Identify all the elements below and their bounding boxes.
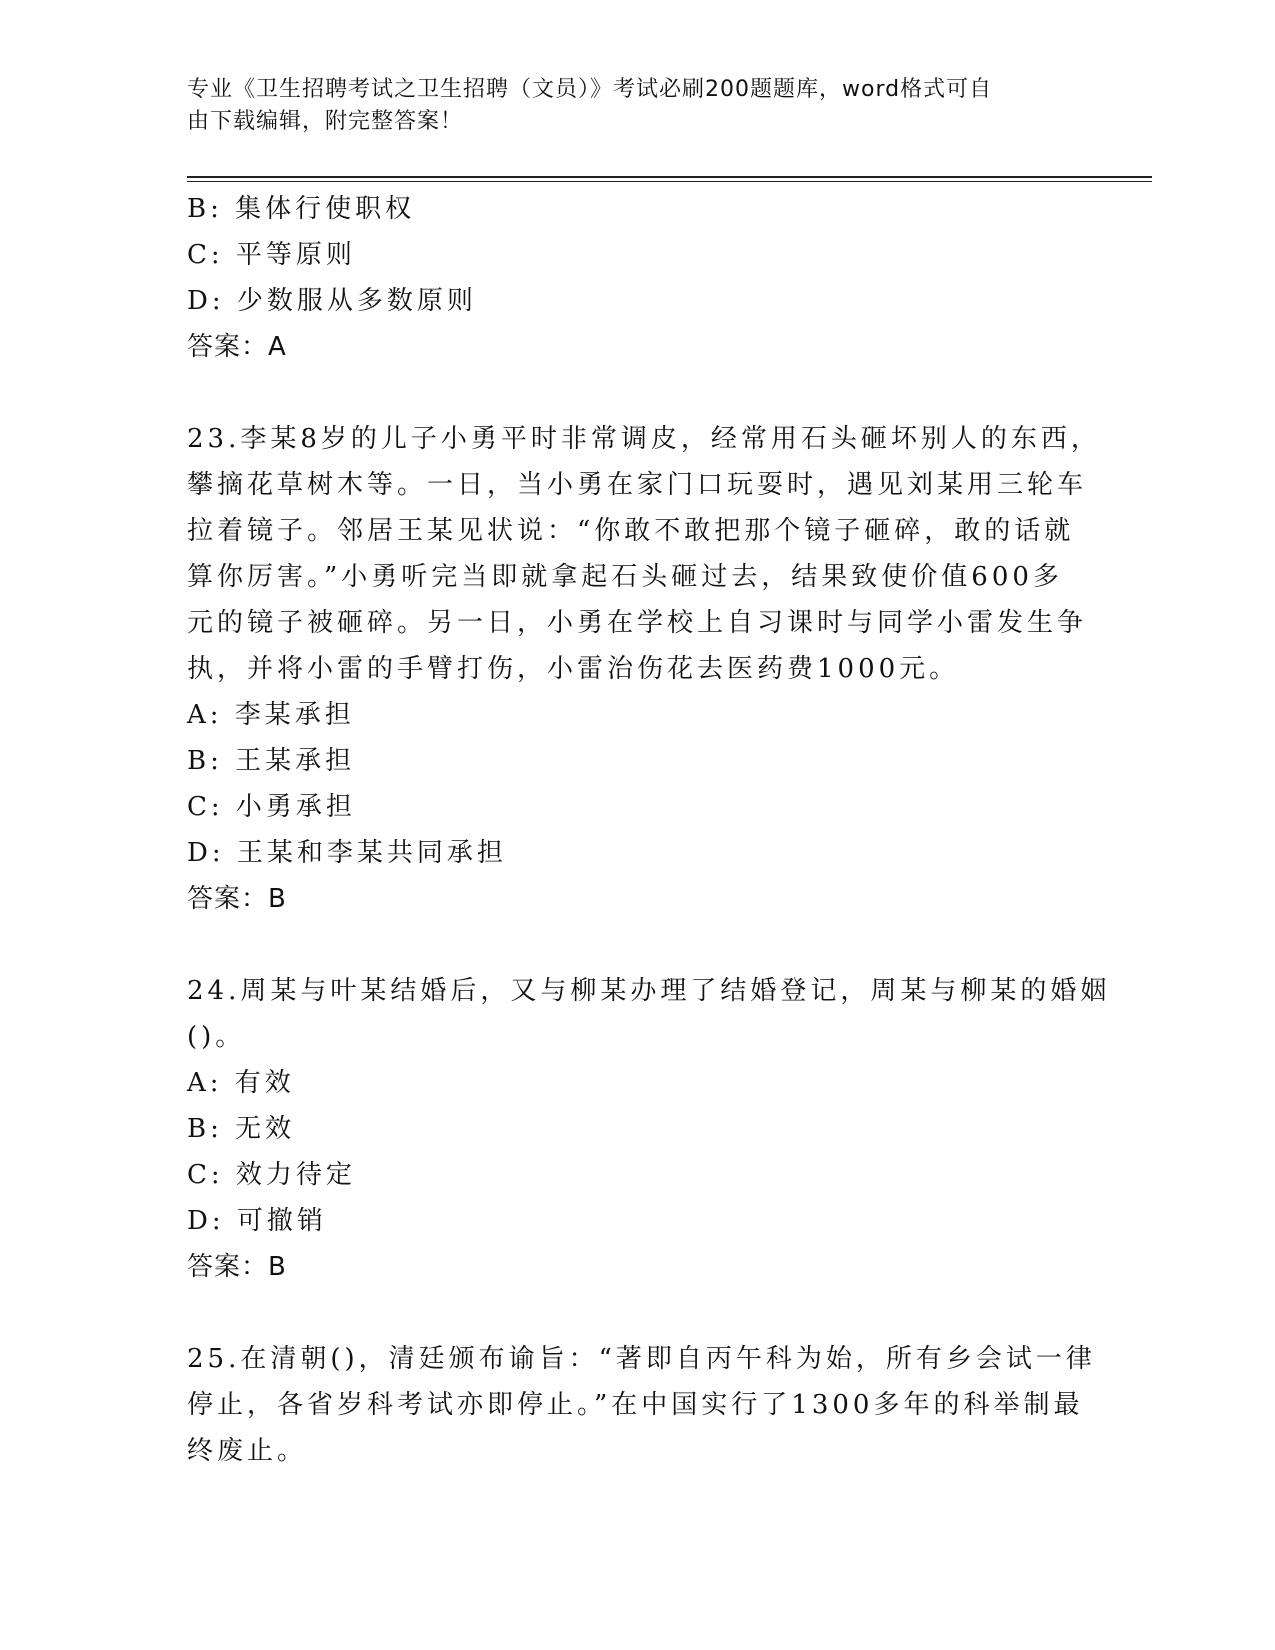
answer-line: 答案：B xyxy=(187,884,287,914)
question-stem-line: 攀摘花草树木等。一日，当小勇在家门口玩耍时，遇见刘某用三轮车 xyxy=(187,470,1088,500)
question-22-continuation xyxy=(187,186,1087,370)
option-d: D: 少数服从多数原则 xyxy=(187,286,477,316)
header-rule-thick xyxy=(187,176,1152,178)
question-23 xyxy=(187,416,1101,922)
document-body xyxy=(187,186,1111,1474)
spacer xyxy=(187,922,1087,968)
option-c: C: 效力待定 xyxy=(187,1160,356,1190)
question-stem-line: 25.在清朝()，清廷颁布谕旨：“著即自丙午科为始，所有乡会试一律 xyxy=(187,1344,1096,1374)
option-d: D: 王某和李某共同承担 xyxy=(187,838,507,868)
option-a: A: 有效 xyxy=(187,1068,295,1098)
option-c: C: 小勇承担 xyxy=(187,792,356,822)
question-stem-line: 元的镜子被砸碎。另一日，小勇在学校上自习课时与同学小雷发生争 xyxy=(187,608,1088,638)
option-b: B: 王某承担 xyxy=(187,746,356,776)
option-c: C: 平等原则 xyxy=(187,240,356,270)
answer-line: 答案：A xyxy=(187,332,287,362)
question-stem-line: 终废止。 xyxy=(187,1436,308,1466)
document-header xyxy=(187,74,1067,138)
header-rule-thin xyxy=(187,181,1152,182)
spacer xyxy=(187,1290,1087,1336)
option-d: D: 可撤销 xyxy=(187,1206,327,1236)
question-stem-line: 23.李某8岁的儿子小勇平时非常调皮，经常用石头砸坏别人的东西， xyxy=(187,424,1101,454)
question-stem-line: 24.周某与叶某结婚后，又与柳某办理了结婚登记，周某与柳某的婚姻 xyxy=(187,976,1111,1006)
answer-line: 答案：B xyxy=(187,1252,287,1282)
question-25 xyxy=(187,1336,1096,1474)
header-line-2: 由下载编辑，附完整答案！ xyxy=(187,109,464,134)
option-b: B: 集体行使职权 xyxy=(187,194,416,224)
option-a: A: 李某承担 xyxy=(187,700,355,730)
question-stem-line: ()。 xyxy=(187,1022,246,1052)
question-stem-line: 算你厉害。”小勇听完当即就拿起石头砸过去，结果致使价值600多 xyxy=(187,562,1063,592)
question-stem-line: 停止，各省岁科考试亦即停止。”在中国实行了1300多年的科举制最 xyxy=(187,1390,1084,1420)
question-stem-line: 拉着镜子。邻居王某见状说：“你敢不敢把那个镜子砸碎，敢的话就 xyxy=(187,516,1075,546)
option-b: B: 无效 xyxy=(187,1114,296,1144)
header-line-1: 专业《卫生招聘考试之卫生招聘（文员）》考试必刷200题题库，word格式可自 xyxy=(187,77,993,102)
spacer xyxy=(187,370,1087,416)
question-stem-line: 执，并将小雷的手臂打伤，小雷治伤花去医药费1000元。 xyxy=(187,654,960,684)
question-24 xyxy=(187,968,1111,1290)
